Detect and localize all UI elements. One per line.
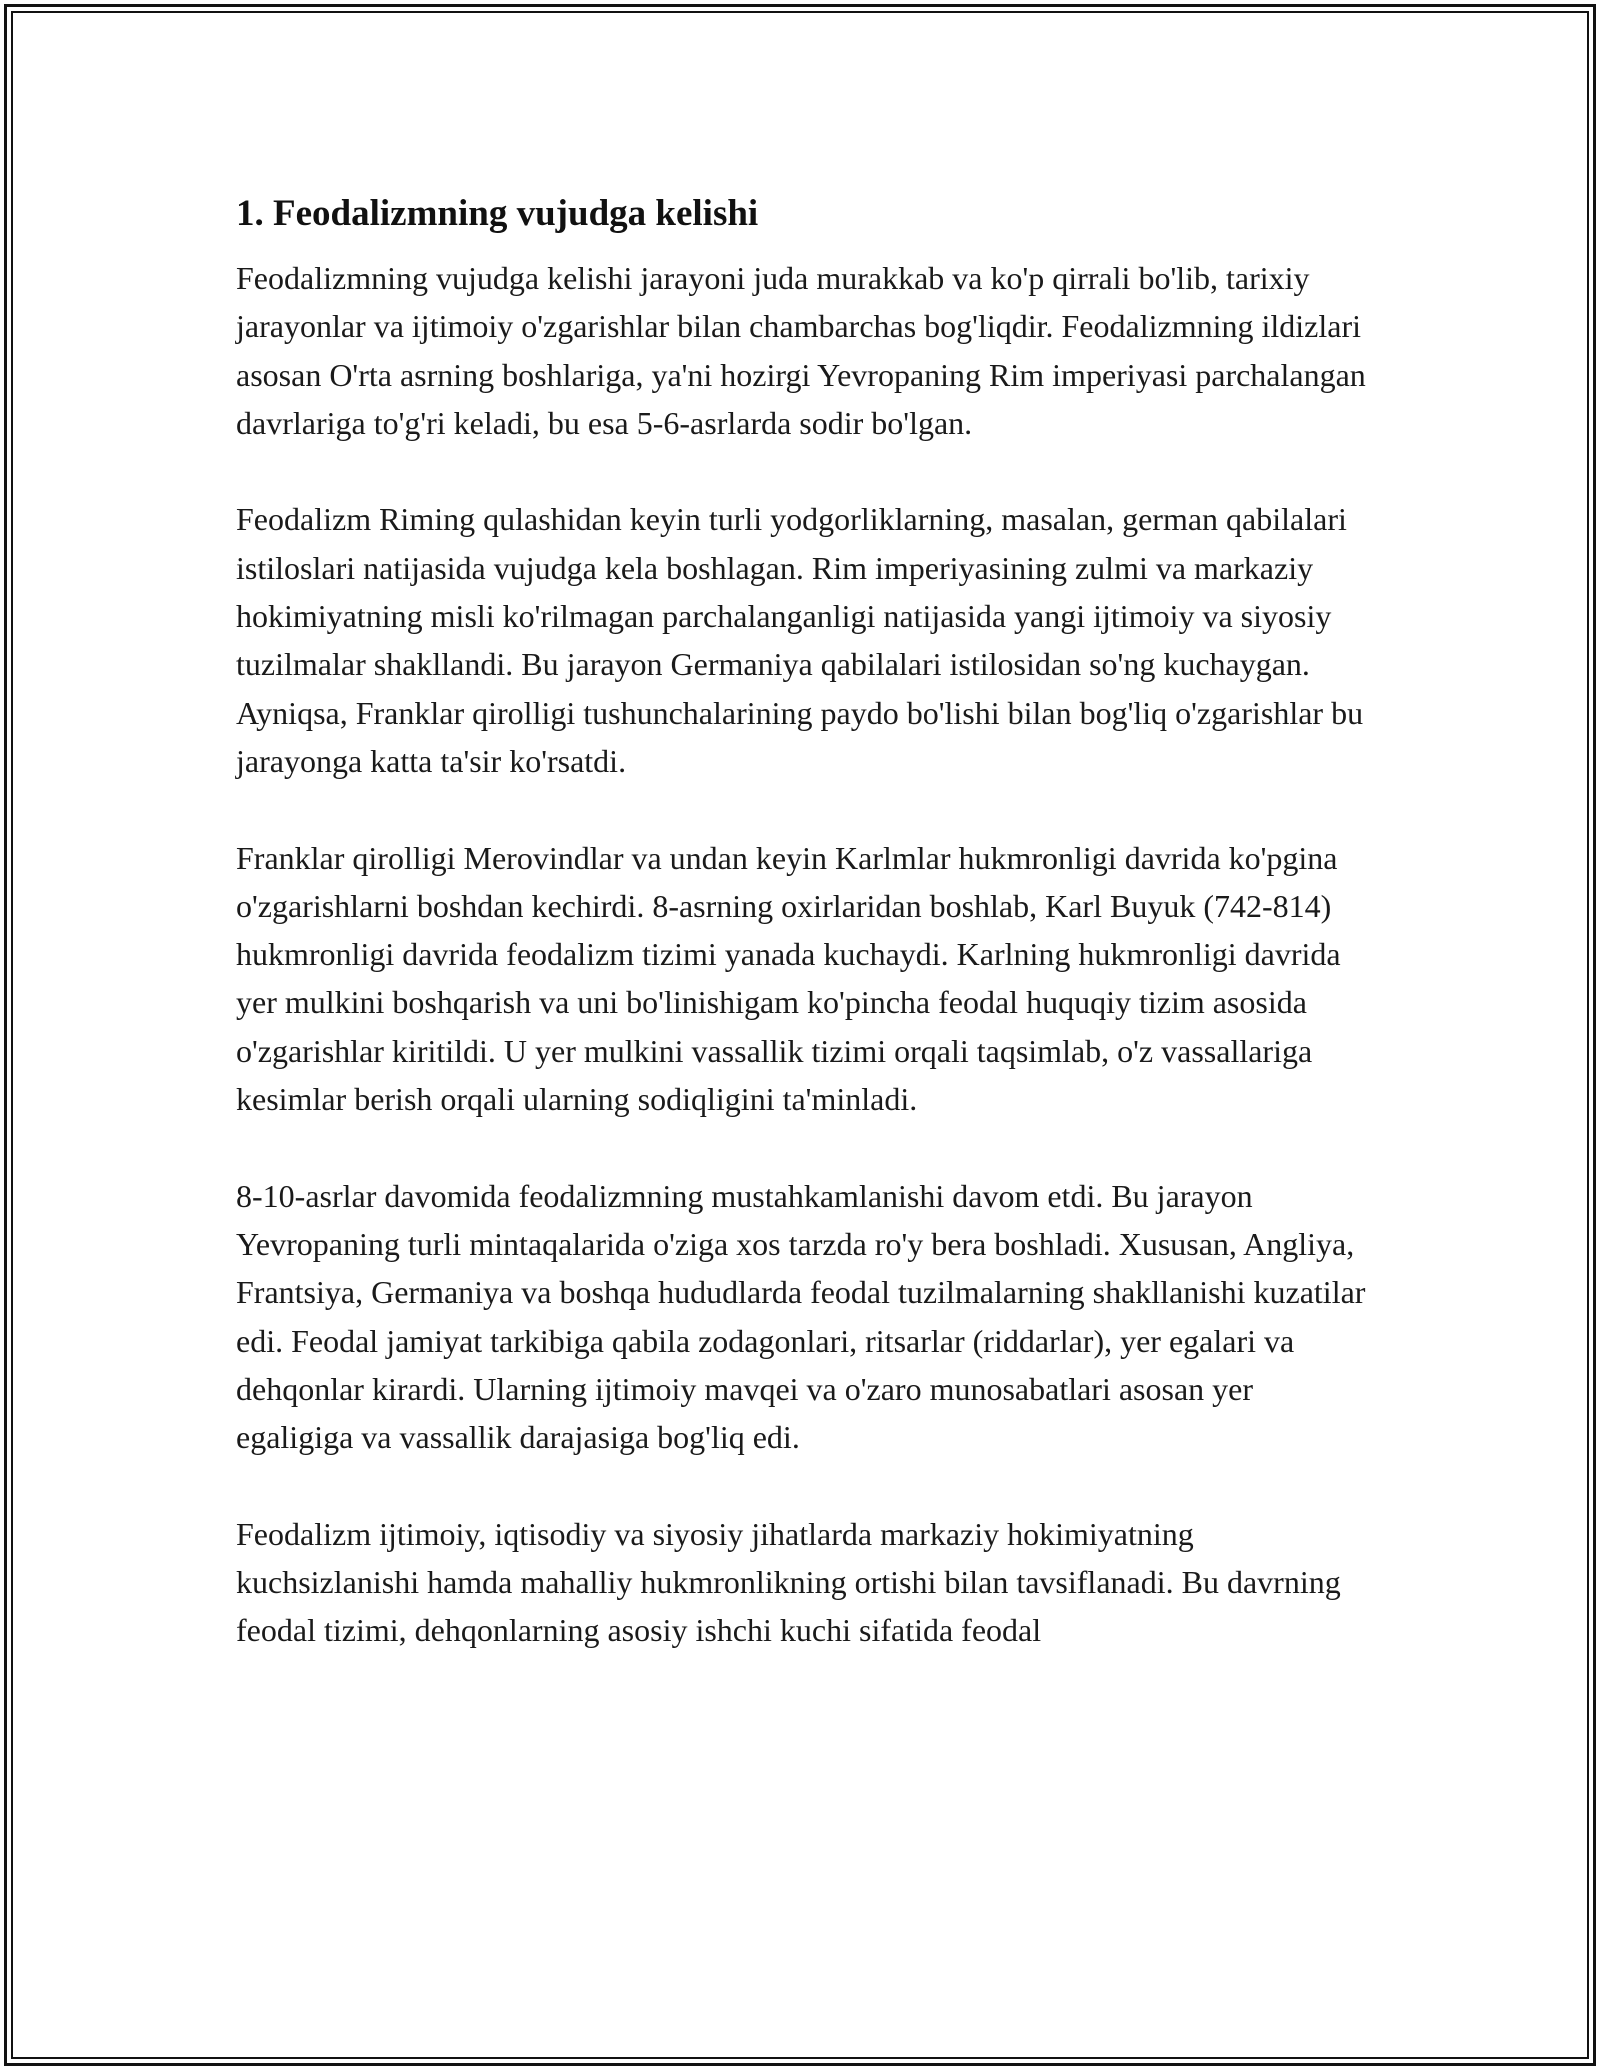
paragraph-4: 8-10-asrlar davomida feodalizmning mustahkamlanishi davom etdi. Bu jarayon Yevropaning turli mintaqalarida o'ziga xos tarzda ro'y bera boshladi. Xususan, Angliya, Frantsiya, Germaniya va boshqa hududlarda feodal tuzilmalarning shakllanishi kuzatilar edi. Feodal jamiyat tarkibiga qabila zodagonlari, ritsarlar (riddarlar), yer egalari va dehqonlar kirardi. Ularning ijtimoiy mavqei va o'zaro munosabatlari asosan yer egaligiga va vassallik darajasiga bog'liq edi. — [236, 1177, 1366, 1456]
paragraph-1: Feodalizmning vujudga kelishi jarayoni juda murakkab va ko'p qirrali bo'lib, tarixiy jarayonlar va ijtimoiy o'zgarishlar bilan chambarchas bog'liqdir. Feodalizmning ildizlari asosan O'rta asrning boshlariga, ya'ni hozirgi Yevropaning Rim imperiyasi parchalangan davrlariga to'g'ri keladi, bu esa 5-6-asrlarda sodir bo'lgan. — [236, 260, 1366, 441]
paragraph-5: Feodalizm ijtimoiy, iqtisodiy va siyosiy jihatlarda markaziy hokimiyatning kuchsizlanishi hamda mahalliy hukmronlikning ortishi bilan tavsiflanadi. Bu davrning feodal tizimi, dehqonlarning asosiy ishchi kuchi sifatida feodal — [236, 1515, 1341, 1649]
paragraph-2: Feodalizm Riming qulashidan keyin turli yodgorliklarning, masalan, german qabilalari istiloslari natijasida vujudga kela boshlagan. Rim imperiyasining zulmi va markaziy hokimiyatning misli ko'rilmagan parchalanganligi natijasida yangi ijtimoiy va siyosiy tuzilmalar shakllandi. Bu jarayon Germaniya qabilalari istilosidan so'ng kuchaygan. Ayniqsa, Franklar qirolligi tushunchalarining paydo bo'lishi bilan bog'liq o'zgarishlar bu jarayonga katta ta'sir ko'rsatdi. — [236, 501, 1364, 779]
document-body — [236, 186, 1376, 1703]
section-heading: 1. Feodalizmning vujudga kelishi — [236, 193, 759, 234]
paragraph-3: Franklar qirolligi Merovindlar va undan keyin Karlmlar hukmronligi davrida ko'pgina o'zgarishlarni boshdan kechirdi. 8-asrning oxirlaridan boshlab, Karl Buyuk (742-814) hukmronligi davrida feodalizm tizimi yanada kuchaydi. Karlning hukmronligi davrida yer mulkini boshqarish va uni bo'linishigam ko'pincha feodal huquqiy tizim asosida o'zgarishlar kiritildi. U yer mulkini vassallik tizimi orqali taqsimlab, o'z vassallariga kesimlar berish orqali ularning sodiqligini ta'minladi. — [236, 839, 1341, 1118]
